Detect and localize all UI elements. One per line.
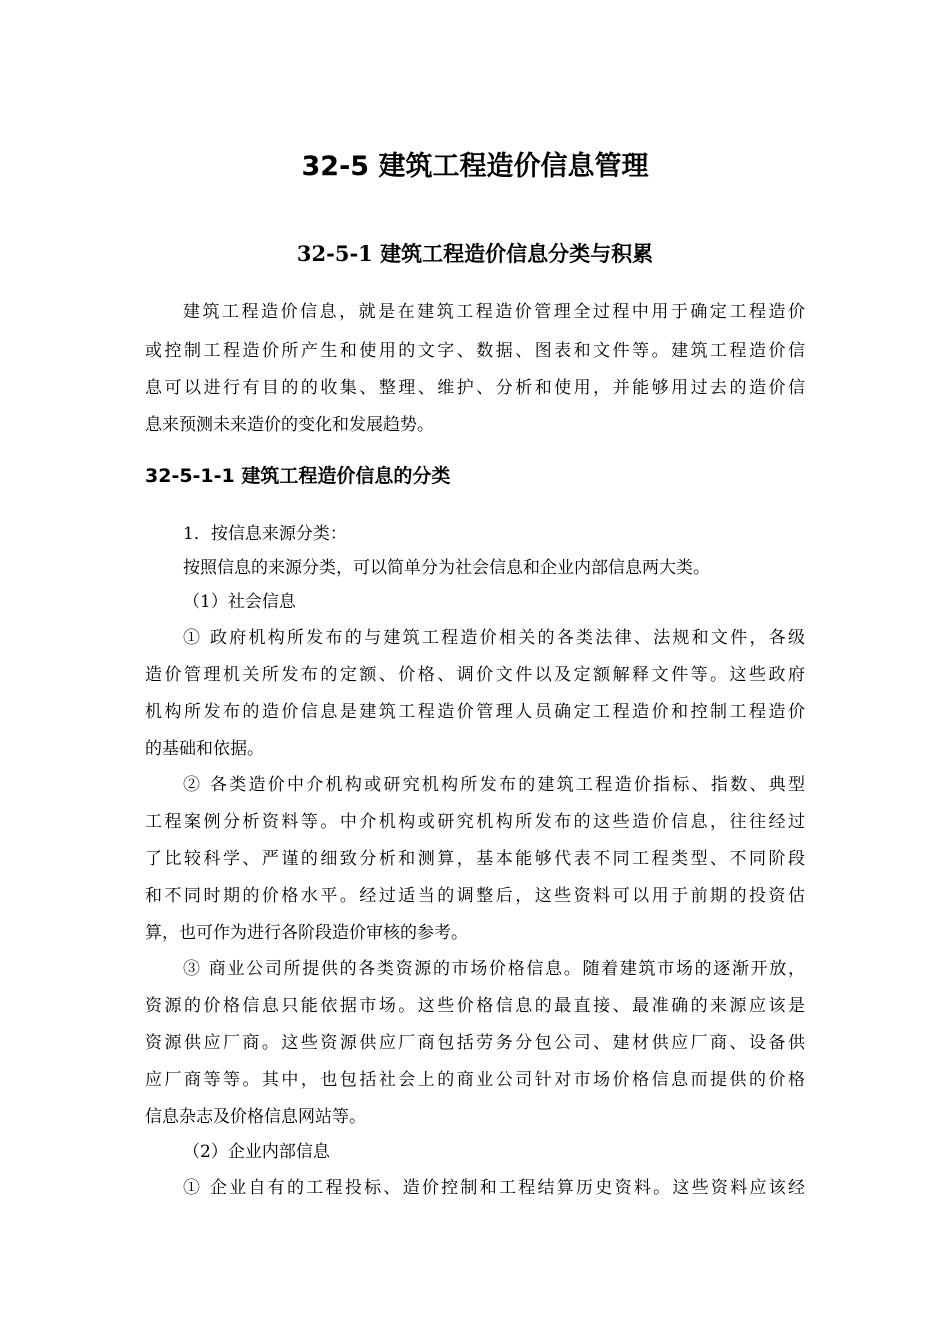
body-line: 机构所发布的造价信息是建筑工程造价管理人员确定工程造价和控制工程造价 [145, 702, 805, 722]
body-line: （2）企业内部信息 [183, 1142, 330, 1162]
page-title: 32-5 建筑工程造价信息管理 [301, 151, 649, 182]
intro-line: 或控制工程造价所产生和使用的文字、数据、图表和文件等。建筑工程造价信 [145, 341, 805, 361]
subsection-heading: 32-5-1-1 建筑工程造价信息的分类 [145, 465, 451, 487]
body-line: 1．按信息来源分类： [183, 524, 347, 544]
intro-line: 息来预测未来造价的变化和发展趋势。 [145, 415, 434, 435]
body-line: 工程案例分析资料等。中介机构或研究机构所发布的这些造价信息，往往经过 [145, 812, 805, 832]
body-line: （1）社会信息 [183, 592, 296, 612]
body-line: ② 各类造价中介机构或研究机构所发布的建筑工程造价指标、指数、典型 [183, 775, 805, 795]
body-line: 和不同时期的价格水平。经过适当的调整后，这些资料可以用于前期的投资估 [145, 886, 805, 906]
body-line: 资源的价格信息只能依据市场。这些价格信息的最直接、最准确的来源应该是 [145, 996, 805, 1016]
body-line: 的基础和依据。 [145, 739, 264, 759]
intro-line: 息可以进行有目的的收集、整理、维护、分析和使用，并能够用过去的造价信 [145, 378, 805, 398]
intro-line: 建筑工程造价信息，就是在建筑工程造价管理全过程中用于确定工程造价 [183, 302, 805, 322]
body-line: ① 企业自有的工程投标、造价控制和工程结算历史资料。这些资料应该经 [183, 1178, 805, 1198]
body-line: 按照信息的来源分类，可以简单分为社会信息和企业内部信息两大类。 [183, 558, 710, 578]
body-line: 资源供应厂商。这些资源供应厂商包括劳务分包公司、建材供应厂商、设备供 [145, 1033, 805, 1053]
body-line: ① 政府机构所发布的与建筑工程造价相关的各类法律、法规和文件，各级 [183, 628, 805, 648]
body-line: 造价管理机关所发布的定额、价格、调价文件以及定额解释文件等。这些政府 [145, 665, 805, 685]
body-line: 信息杂志及价格信息网站等。 [145, 1107, 366, 1127]
body-line: 算，也可作为进行各阶段造价审核的参考。 [145, 923, 468, 943]
section-heading: 32-5-1 建筑工程造价信息分类与积累 [296, 241, 654, 266]
body-line: ③ 商业公司所提供的各类资源的市场价格信息。随着建筑市场的逐渐开放， [183, 959, 805, 979]
body-line: 了比较科学、严谨的细致分析和测算，基本能够代表不同工程类型、不同阶段 [145, 849, 805, 869]
body-line: 应厂商等等。其中，也包括社会上的商业公司针对市场价格信息而提供的价格 [145, 1070, 805, 1090]
